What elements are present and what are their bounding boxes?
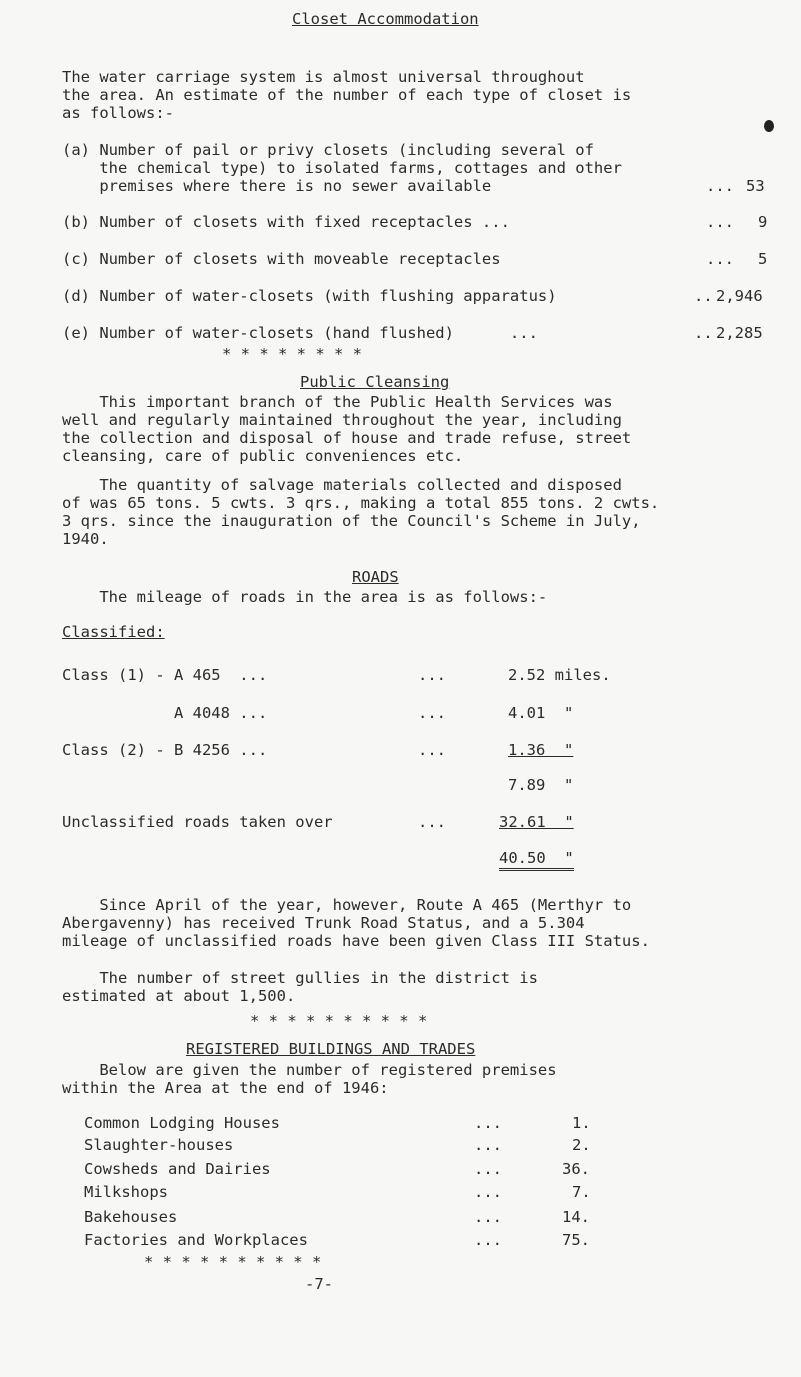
closet-c-value: 5	[758, 250, 768, 268]
road-row-1-label: Class (1) - A 465 ...	[62, 666, 268, 684]
closet-e-label: (e) Number of water-closets (hand flushed) ...	[62, 324, 538, 342]
premises-row-4-value: 7.	[572, 1183, 591, 1201]
premises-row-3-dots: ...	[474, 1160, 502, 1178]
intro-line-1: The water carriage system is almost universal throughout	[62, 68, 585, 86]
premises-row-5-dots: ...	[474, 1208, 502, 1226]
cleansing-para2-line-2: of was 65 tons. 5 cwts. 3 qrs., making a total 855 tons. 2 cwts.	[62, 494, 660, 512]
road-row-2-value: 4.01 "	[508, 704, 574, 722]
road-row-3-label: Class (2) - B 4256 ...	[62, 741, 268, 759]
intro-line-2: the area. An estimate of the number of each type of closet is	[62, 86, 632, 104]
cleansing-para2-line-1: The quantity of salvage materials collected and disposed	[62, 476, 622, 494]
road-row-5-value: 32.61 "	[499, 813, 574, 831]
public-cleansing-heading: Public Cleansing	[300, 373, 450, 391]
premises-row-6-value: 75.	[562, 1231, 590, 1249]
cleansing-para1-line-3: the collection and disposal of house and trade refuse, street	[62, 429, 632, 447]
roads-note-line-3: mileage of unclassified roads have been given Class III Status.	[62, 932, 650, 950]
separator-stars-1: * * * * * * * *	[222, 345, 362, 363]
closet-a-line-3: premises where there is no sewer available	[62, 177, 492, 195]
page-number: -7-	[305, 1275, 333, 1293]
registered-heading: REGISTERED BUILDINGS AND TRADES	[186, 1040, 476, 1058]
premises-row-4-dots: ...	[474, 1183, 502, 1201]
premises-row-1-label: Common Lodging Houses	[84, 1114, 280, 1132]
premises-row-4-label: Milkshops	[84, 1183, 168, 1201]
cleansing-para2-line-4: 1940.	[62, 530, 109, 548]
bullet-mark	[764, 120, 774, 132]
closet-c-dots: ...	[706, 250, 734, 268]
road-total-value: 40.50 "	[499, 849, 574, 871]
cleansing-para2-line-3: 3 qrs. since the inauguration of the Council's Scheme in July,	[62, 512, 641, 530]
closet-a-line-2: the chemical type) to isolated farms, cottages and other	[62, 159, 622, 177]
separator-stars-2: * * * * * * * * * *	[250, 1012, 428, 1030]
roads-intro: The mileage of roads in the area is as follows:-	[62, 588, 548, 606]
separator-stars-3: * * * * * * * * * *	[144, 1253, 322, 1271]
cleansing-para1-line-2: well and regularly maintained throughout the year, including	[62, 411, 622, 429]
road-row-2-dots: ...	[418, 704, 446, 722]
cleansing-para1-line-4: cleansing, care of public conveniences etc.	[62, 447, 464, 465]
premises-row-2-value: 2.	[572, 1136, 591, 1154]
premises-row-6-label: Factories and Workplaces	[84, 1231, 308, 1249]
closet-d-value: 2,946	[716, 287, 763, 305]
closet-e-dots: ..	[694, 324, 713, 342]
closet-c-label: (c) Number of closets with moveable receptacles	[62, 250, 501, 268]
road-row-5-dots: ...	[418, 813, 446, 831]
premises-row-6-dots: ...	[474, 1231, 502, 1249]
closet-b-label: (b) Number of closets with fixed receptacles ...	[62, 213, 510, 231]
roads-note-line-1: Since April of the year, however, Route A 465 (Merthyr to	[62, 896, 632, 914]
premises-row-1-value: 1.	[572, 1114, 591, 1132]
premises-row-5-label: Bakehouses	[84, 1208, 178, 1226]
premises-row-2-label: Slaughter-houses	[84, 1136, 234, 1154]
road-row-1-dots: ...	[418, 666, 446, 684]
classified-label: Classified:	[62, 623, 165, 641]
intro-line-3: as follows:-	[62, 104, 174, 122]
road-row-3-value: 1.36 "	[508, 741, 574, 759]
gullies-line-2: estimated at about 1,500.	[62, 987, 296, 1005]
premises-row-1-dots: ...	[474, 1114, 502, 1132]
closet-e-value: 2,285	[716, 324, 763, 342]
roads-note-line-2: Abergavenny) has received Trunk Road Status, and a 5.304	[62, 914, 585, 932]
premises-row-3-label: Cowsheds and Dairies	[84, 1160, 271, 1178]
registered-intro-line-2: within the Area at the end of 1946:	[62, 1079, 389, 1097]
cleansing-para1-line-1: This important branch of the Public Health Services was	[62, 393, 613, 411]
registered-intro-line-1: Below are given the number of registered premises	[62, 1061, 557, 1079]
roads-heading: ROADS	[352, 568, 399, 586]
road-row-1-value: 2.52 miles.	[508, 666, 611, 684]
page-title: Closet Accommodation	[292, 10, 479, 28]
closet-b-value: 9	[758, 213, 768, 231]
closet-b-dots: ...	[706, 213, 734, 231]
premises-row-3-value: 36.	[562, 1160, 590, 1178]
road-row-5-label: Unclassified roads taken over	[62, 813, 333, 831]
road-row-3-dots: ...	[418, 741, 446, 759]
closet-a-line-1: (a) Number of pail or privy closets (including several of	[62, 141, 594, 159]
gullies-line-1: The number of street gullies in the district is	[62, 969, 538, 987]
road-row-2-label: A 4048 ...	[62, 704, 268, 722]
closet-d-label: (d) Number of water-closets (with flushing apparatus)	[62, 287, 557, 305]
closet-a-value: 53	[746, 177, 765, 195]
closet-a-dots: ...	[706, 177, 734, 195]
premises-row-5-value: 14.	[562, 1208, 590, 1226]
road-subtotal-value: 7.89 "	[508, 776, 574, 794]
closet-d-dots: ..	[694, 287, 713, 305]
premises-row-2-dots: ...	[474, 1136, 502, 1154]
